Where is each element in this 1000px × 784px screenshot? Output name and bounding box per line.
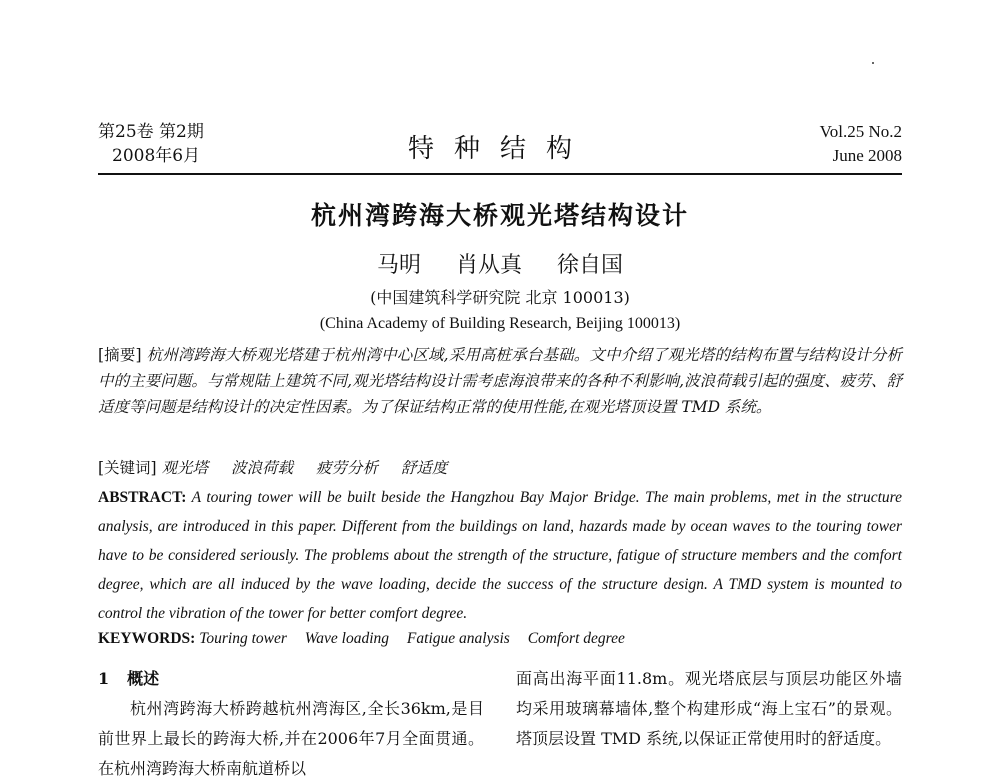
body-paragraph: 面高出海平面11.8m。观光塔底层与顶层功能区外墙均采用玻璃幕墙体,整个构建形成“海上宝石”的景观。塔顶层设置 TMD 系统,以保证正常使用时的舒适度。 xyxy=(516,669,902,748)
section-number: 1 xyxy=(98,669,110,688)
journal-title: 特种结构 xyxy=(407,134,592,164)
header-rule xyxy=(98,173,902,175)
author-name: 马明 xyxy=(376,253,421,278)
keyword-cn: 舒适度 xyxy=(400,459,448,477)
section-title: 概述 xyxy=(127,669,160,688)
keyword-en: Touring tower xyxy=(199,630,287,647)
keyword-cn: 疲劳分析 xyxy=(315,459,378,477)
keywords-cn-label: [关键词] xyxy=(98,459,157,477)
author-list xyxy=(0,248,1000,279)
keywords-en xyxy=(98,627,902,651)
abstract-en-text: A touring tower will be built beside the Hangzhou Bay Major Bridge. The main problems, met in the structure analysis, are introduced in this paper. Different from the buildings on land, hazards made by ocean waves to the touring tower have to be considered seriously. The problems about the strength of the structure, fatigue of structure members and the comfort degree, which are all induced by the wave loading, decide the success of the structure design. A TMD system is mounted to control the vibration of the tower for better comfort degree. xyxy=(98,489,902,622)
header-date-en: June 2008 xyxy=(832,146,902,165)
body-column-right xyxy=(516,664,902,754)
abstract-cn xyxy=(98,342,902,420)
keyword-en: Wave loading xyxy=(304,630,390,647)
header-volume-cn: 第25卷 第2期 xyxy=(98,122,204,142)
abstract-cn-label: [摘要] xyxy=(98,346,142,364)
abstract-cn-text: 杭州湾跨海大桥观光塔建于杭州湾中心区域,采用高桩承台基础。文中介绍了观光塔的结构布置与结构设计分析中的主要问题。与常规陆上建筑不同,观光塔结构设计需考虑海浪带来的各种不利影响,波浪荷载引起的强度、疲劳、舒适度等问题是结构设计的决定性因素。为了保证结构正常的使用性能,在观光塔顶设置 TMD 系统。 xyxy=(98,346,902,416)
keyword-en: Comfort degree xyxy=(527,630,625,647)
abstract-en xyxy=(98,483,902,628)
header-volume-en-block xyxy=(820,120,902,168)
keyword-cn: 波浪荷载 xyxy=(231,459,294,477)
article-title: 杭州湾跨海大桥观光塔结构设计 xyxy=(310,201,689,230)
author-name: 肖从真 xyxy=(455,253,522,278)
scan-speck xyxy=(872,62,874,64)
abstract-en-label: ABSTRACT: xyxy=(98,489,187,506)
author-name: 徐自国 xyxy=(557,253,624,278)
section-heading xyxy=(98,664,484,694)
header-volume-en: Vol.25 No.2 xyxy=(819,122,902,141)
affiliation-cn: (中国建筑科学研究院 北京 100013) xyxy=(370,288,630,307)
keyword-cn: 观光塔 xyxy=(161,459,209,477)
body-column-left xyxy=(98,664,484,784)
header-date-cn: 2008年6月 xyxy=(112,146,201,166)
affiliation-en: (China Academy of Building Research, Beijing 100013) xyxy=(319,315,681,332)
keyword-en: Fatigue analysis xyxy=(406,630,510,647)
keywords-en-label: KEYWORDS: xyxy=(98,630,196,647)
body-paragraph: 杭州湾跨海大桥跨越杭州湾海区,全长36km,是目前世界上最长的跨海大桥,并在2006年7月全面贯通。在杭州湾跨海大桥南航道桥以 xyxy=(98,699,484,778)
keywords-cn xyxy=(98,455,902,481)
